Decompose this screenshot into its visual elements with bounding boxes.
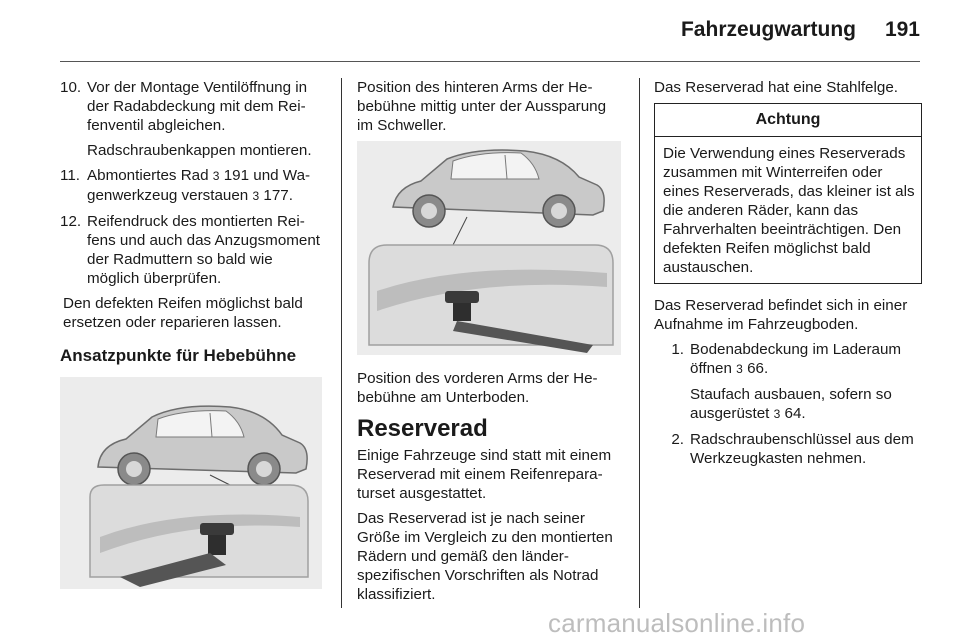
car-lift-illustration (357, 141, 621, 355)
step-number: 2. (671, 431, 684, 448)
step-text: Abmontiertes Rad 3 191 und Wagenwerkzeug verstauen 3 177. (87, 167, 311, 204)
reference-arrow-icon[interactable]: 3 (736, 362, 743, 376)
body-paragraph: Das Reserverad befindet sich in einer Aufnahme im Fahrzeugboden. (654, 297, 908, 333)
list-item (654, 340, 922, 424)
column-divider (639, 78, 640, 608)
lift-point-rear-figure (60, 377, 322, 589)
reference-arrow-icon[interactable]: 3 (252, 189, 260, 203)
car-lift-illustration (60, 377, 322, 589)
page-header (0, 0, 960, 62)
body-paragraph: Das Reserverad hat eine Stahlfelge. (654, 79, 898, 96)
figure-caption: Position des vorderen Arms der Hebebühne am Unterboden. (357, 370, 598, 406)
body-paragraph: Den defekten Reifen möglichst bald ersetzen oder reparieren lassen. (63, 295, 303, 331)
step-text: Bodenabdeckung im Laderaum öffnen 3 66. (690, 341, 902, 377)
step-continuation: Radschraubenkappen montieren. (87, 142, 312, 159)
lift-point-front-figure (357, 141, 621, 355)
header-rule (60, 61, 920, 62)
column-divider (341, 78, 342, 608)
list-item (60, 166, 326, 206)
step-text: Radschraubenschlüssel aus dem Werkzeugkasten nehmen. (690, 431, 914, 467)
body-paragraph: Einige Fahrzeuge sind statt mit einem Reserverad mit einem Reifenreparaturset ausgestattet. (357, 447, 612, 502)
list-item (60, 212, 326, 288)
section-heading: Reserverad (357, 415, 488, 442)
page-number: 191 (884, 18, 920, 41)
list-item (60, 78, 326, 160)
column-left (60, 78, 326, 589)
column-right (654, 78, 922, 474)
step-text: Vor der Montage Ventilöffnung in der Radabdeckung mit dem Reifenventil abgleichen. (87, 79, 308, 134)
warning-box (654, 103, 922, 284)
subsection-heading: Ansatzpunkte für Hebebühne (60, 346, 297, 365)
step-list (654, 340, 922, 468)
section-title: Fahrzeugwartung (680, 18, 856, 41)
step-number: 11. (60, 167, 80, 184)
reference-arrow-icon[interactable]: 3 (212, 169, 220, 183)
step-number: 10. (60, 79, 82, 96)
body-paragraph: Das Reserverad ist je nach seiner Größe im Vergleich zu den montierten Rädern und gemäß den länderspezifischen Vorschriften als Notrad klassifiziert. (357, 510, 613, 603)
reference-arrow-icon[interactable]: 3 (773, 407, 781, 421)
body-paragraph: Position des hinteren Arms der Hebebühne mittig unter der Aussparung im Schweller. (357, 79, 607, 134)
warning-title: Achtung (655, 104, 921, 137)
step-text: Reifendruck des montierten Reifens und auch das Anzugsmoment der Radmuttern so bald wie möglich überprüfen. (87, 213, 321, 287)
warning-text: Die Verwendung eines Reserverads zusammen mit Winterreifen oder eines Reserverads, das kleiner ist als die anderen Räder, kann das Fahrverhalten beeinträchtigen. Den defekten Reifen möglichst bald austauschen. (663, 145, 915, 276)
step-number: 12. (60, 213, 82, 230)
column-middle (357, 78, 625, 610)
list-item (654, 430, 922, 468)
step-continuation: Staufach ausbauen, sofern so ausgerüstet 3 64. (690, 386, 892, 422)
watermark: carmanualsonline.info (548, 608, 806, 638)
step-number: 1. (671, 341, 684, 358)
